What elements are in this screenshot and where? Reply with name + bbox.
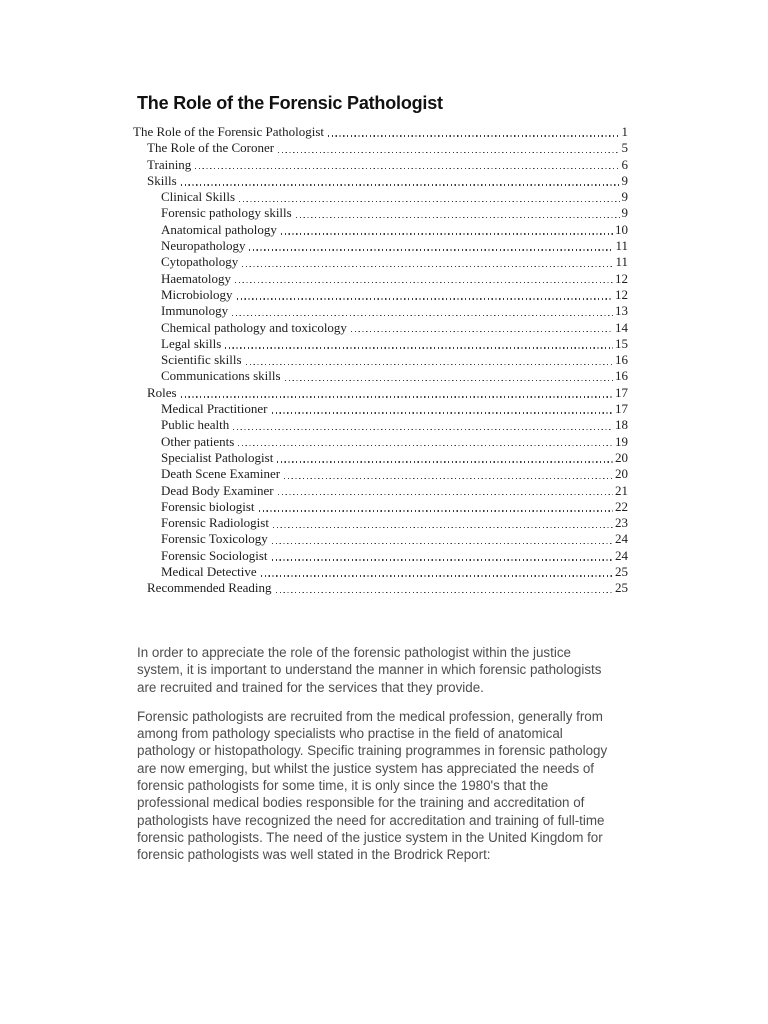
toc-page-number: 14 — [615, 319, 628, 335]
toc-entry-label: Other patients — [161, 433, 235, 449]
toc-page-number: 5 — [621, 140, 628, 156]
toc-entry[interactable] — [133, 124, 628, 140]
dot-leader — [273, 527, 613, 528]
dot-leader — [285, 380, 613, 381]
toc-entry-label: Forensic Radiologist — [161, 515, 269, 531]
toc-entry[interactable] — [133, 580, 628, 596]
toc-entry-label: Public health — [161, 417, 230, 433]
body-text — [137, 644, 619, 876]
toc-entry[interactable] — [133, 173, 628, 189]
toc-entry[interactable] — [133, 254, 628, 270]
toc-entry-label: Dead Body Examiner — [161, 482, 274, 498]
toc-page-number: 15 — [615, 335, 628, 351]
toc-entry-label: Medical Detective — [161, 564, 257, 580]
toc-page-number: 19 — [615, 433, 628, 449]
body-paragraph: Forensic pathologists are recruited from the medical profession, generally from among from pathology specialists who practise in the field of anatomical pathology or histopathology. Specific training programmes in forensic pathology are now emerging, but whilst the justice system has appreciated the needs of forensic pathologists for some time, it is only since the 1980's that the professional medical bodies responsible for the training and accreditation of pathologists have recognized the need for accreditation and training of full-time forensic pathologists. The need of the justice system in the United Kingdom for forensic pathologists was well stated in the Brodrick Report: — [137, 708, 608, 863]
dot-leader — [284, 478, 613, 479]
toc-entry-label: Chemical pathology and toxicology — [161, 319, 347, 335]
toc-entry-label: Roles — [147, 384, 177, 400]
toc-entry[interactable] — [133, 205, 628, 221]
dot-leader — [351, 331, 613, 332]
toc-page-number: 17 — [615, 384, 628, 400]
toc-entry-label: The Role of the Forensic Pathologist — [133, 124, 325, 139]
toc-page-number: 11 — [615, 238, 628, 254]
toc-page-number: 11 — [615, 254, 628, 270]
toc-entry[interactable] — [133, 515, 628, 531]
toc-entry[interactable] — [133, 287, 628, 303]
toc-page-number: 12 — [615, 286, 628, 302]
toc-page-number: 24 — [615, 531, 628, 547]
toc-entry-label: Forensic biologist — [161, 498, 255, 514]
toc-entry-label: The Role of the Coroner — [147, 140, 275, 156]
toc-page-number: 16 — [615, 352, 628, 368]
toc-page-number: 9 — [621, 172, 628, 188]
dot-leader — [233, 429, 613, 430]
toc-page-number: 10 — [615, 221, 628, 237]
toc-entry[interactable] — [133, 417, 628, 433]
toc-page-number: 9 — [621, 189, 628, 205]
toc-page-number: 13 — [615, 303, 628, 319]
toc-page-number: 25 — [615, 580, 628, 596]
toc-page-number: 12 — [615, 270, 628, 286]
dot-leader — [328, 135, 619, 136]
toc-entry[interactable] — [133, 531, 628, 547]
dot-leader — [181, 184, 620, 185]
page-title: The Role of the Forensic Pathologist — [137, 93, 443, 113]
toc-entry[interactable] — [133, 385, 628, 401]
dot-leader — [272, 543, 613, 544]
toc-entry[interactable] — [133, 548, 628, 564]
toc-entry-label: Forensic Toxicology — [161, 531, 268, 547]
toc-entry[interactable] — [133, 157, 628, 173]
toc-entry[interactable] — [133, 483, 628, 499]
dot-leader — [239, 201, 619, 202]
toc-page-number: 18 — [615, 417, 628, 433]
toc-entry[interactable] — [133, 401, 628, 417]
toc-entry[interactable] — [133, 320, 628, 336]
toc-entry[interactable] — [133, 336, 628, 352]
toc-entry-label: Cytopathology — [161, 254, 239, 270]
dot-leader — [276, 592, 613, 593]
dot-leader — [259, 510, 613, 511]
toc-page-number: 17 — [615, 401, 628, 417]
toc-entry-label: Legal skills — [161, 335, 222, 351]
table-of-contents — [133, 124, 628, 597]
dot-leader — [181, 396, 613, 397]
dot-leader — [195, 168, 619, 169]
toc-entry-label: Death Scene Examiner — [161, 466, 281, 482]
toc-page-number: 1 — [621, 124, 628, 139]
toc-entry[interactable] — [133, 222, 628, 238]
toc-page-number: 22 — [615, 498, 628, 514]
toc-page-number: 23 — [615, 515, 628, 531]
dot-leader — [249, 249, 613, 250]
toc-entry[interactable] — [133, 352, 628, 368]
dot-leader — [246, 364, 613, 365]
toc-entry[interactable] — [133, 303, 628, 319]
toc-page-number: 20 — [615, 449, 628, 465]
toc-entry-label: Immunology — [161, 303, 229, 319]
dot-leader — [281, 233, 613, 234]
toc-page-number: 20 — [615, 466, 628, 482]
dot-leader — [225, 347, 613, 348]
dot-leader — [232, 315, 613, 316]
toc-entry-label: Forensic Sociologist — [161, 547, 268, 563]
dot-leader — [296, 217, 620, 218]
toc-entry-label: Medical Practitioner — [161, 401, 268, 417]
toc-entry-label: Scientific skills — [161, 352, 242, 368]
toc-entry-label: Anatomical pathology — [161, 221, 277, 237]
toc-entry[interactable] — [133, 238, 628, 254]
toc-entry-label: Communications skills — [161, 368, 281, 384]
toc-page-number: 6 — [621, 156, 628, 172]
body-paragraph: In order to appreciate the role of the forensic pathologist within the justice system, it is important to understand the manner in which forensic pathologists are recruited and trained for the services that they provide. — [137, 645, 602, 695]
toc-entry-label: Forensic pathology skills — [161, 205, 292, 221]
toc-entry[interactable] — [133, 499, 628, 515]
toc-entry-label: Haematology — [161, 270, 232, 286]
toc-entry[interactable] — [133, 140, 628, 156]
toc-entry[interactable] — [133, 368, 628, 384]
dot-leader — [242, 266, 613, 267]
dot-leader — [277, 461, 613, 462]
toc-entry[interactable] — [133, 189, 628, 205]
toc-page-number: 24 — [615, 547, 628, 563]
toc-entry-label: Clinical Skills — [161, 189, 236, 205]
toc-page-number: 21 — [615, 482, 628, 498]
toc-entry[interactable] — [133, 450, 628, 466]
toc-entry-label: Recommended Reading — [147, 580, 272, 596]
dot-leader — [237, 298, 614, 299]
dot-leader — [261, 575, 613, 576]
toc-entry-label: Neuropathology — [161, 238, 246, 254]
toc-entry[interactable] — [133, 271, 628, 287]
dot-leader — [278, 152, 619, 153]
toc-page-number: 16 — [615, 368, 628, 384]
toc-entry-label: Skills — [147, 172, 177, 188]
toc-page-number: 25 — [615, 564, 628, 580]
dot-leader — [235, 282, 613, 283]
toc-entry[interactable] — [133, 434, 628, 450]
toc-entry-label: Specialist Pathologist — [161, 449, 274, 465]
toc-page-number: 9 — [621, 205, 628, 221]
toc-entry[interactable] — [133, 564, 628, 580]
dot-leader — [272, 412, 614, 413]
toc-entry[interactable] — [133, 466, 628, 482]
toc-entry-label: Microbiology — [161, 286, 233, 302]
dot-leader — [272, 559, 613, 560]
dot-leader — [238, 445, 613, 446]
dot-leader — [278, 494, 613, 495]
toc-entry-label: Training — [147, 156, 192, 172]
